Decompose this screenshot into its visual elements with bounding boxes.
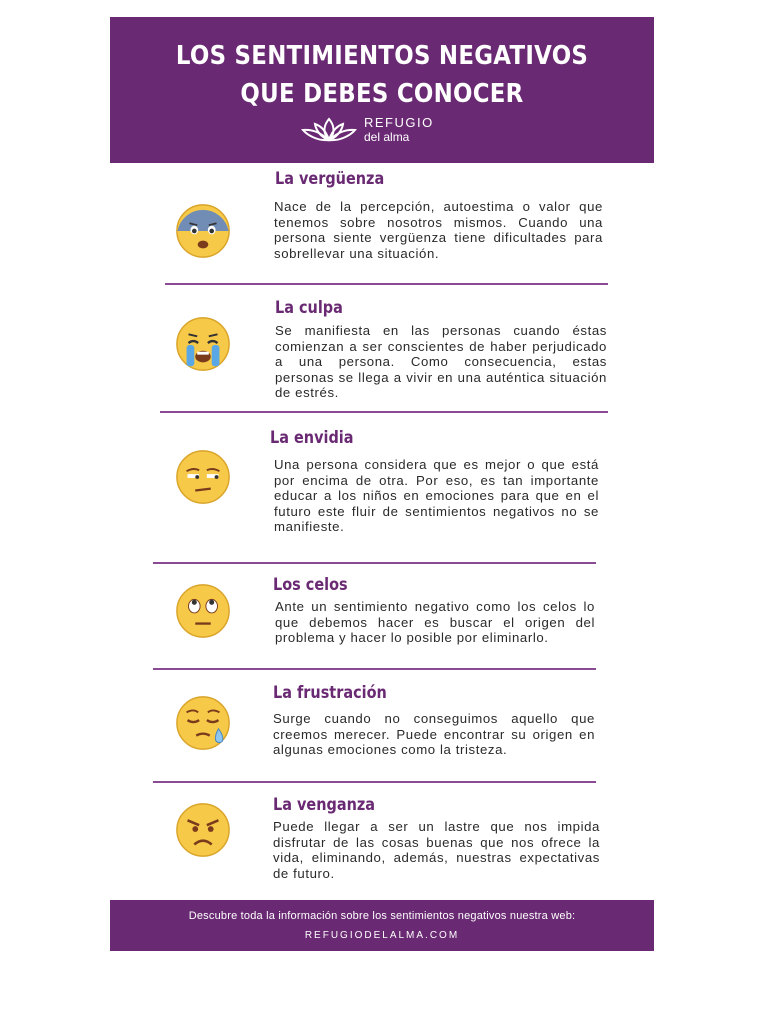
page-title <box>143 37 622 113</box>
section-title: Los celos <box>273 575 348 595</box>
unamused-face-icon <box>174 448 232 506</box>
refugio-logo <box>300 113 470 147</box>
section-text: Se manifiesta en las personas cuando éstas comienzan a ser conscientes de haber perjudicado a una persona. Como consecuencia, estas personas se llega a vivir en una auténtica situación de estrés. <box>275 323 607 401</box>
section-text: Nace de la percepción, autoestima o valor que tenemos sobre nosotros mismos. Cuando una persona siente vergüenza tiene dificultades para sobrellevar una situación. <box>274 199 603 261</box>
header-banner <box>110 17 654 163</box>
section-text: Una persona considera que es mejor o que está por encima de otra. Por eso, es tan importante educar a los niños en emociones para que en el futuro este fluir de sentimientos negativos no se manifieste. <box>274 457 599 535</box>
section-title: La vergüenza <box>275 169 385 189</box>
crying-face-icon <box>174 315 232 373</box>
divider <box>153 562 596 564</box>
section-title: La envidia <box>270 428 354 448</box>
lotus-icon <box>300 117 358 143</box>
footer-text: Descubre toda la información sobre los sentimientos negativos nuestra web: <box>188 910 576 922</box>
divider <box>165 283 608 285</box>
eye-roll-face-icon <box>174 582 232 640</box>
infographic <box>110 17 654 951</box>
divider <box>153 781 596 783</box>
section-text: Surge cuando no conseguimos aquello que creemos merecer. Puede encontrar su origen en algunas emociones como la tristeza. <box>273 711 595 758</box>
fearful-face-icon <box>174 202 232 260</box>
angry-face-icon <box>174 801 232 859</box>
section-title: La frustración <box>273 683 387 703</box>
website-link[interactable]: REFUGIODELALMA.COM <box>304 930 460 941</box>
divider <box>153 668 596 670</box>
logo-subtitle: del alma <box>364 130 410 144</box>
sleepy-face-icon <box>174 694 232 752</box>
title-line-2: QUE DEBES CONOCER <box>240 79 524 109</box>
section-title: La culpa <box>275 298 343 318</box>
divider <box>160 411 608 413</box>
section-text: Ante un sentimiento negativo como los celos lo que debemos hacer es buscar el origen del problema y hacer lo posible por eliminarlo. <box>275 599 595 646</box>
section-title: La venganza <box>273 795 376 815</box>
title-line-1: LOS SENTIMIENTOS NEGATIVOS <box>175 41 589 71</box>
logo-name: REFUGIO <box>364 115 434 130</box>
footer-banner <box>110 900 654 951</box>
section-text: Puede llegar a ser un lastre que nos impida disfrutar de las cosas buenas que nos ofrece la vida, eliminando, además, nuestras expectativas de futuro. <box>273 819 600 881</box>
